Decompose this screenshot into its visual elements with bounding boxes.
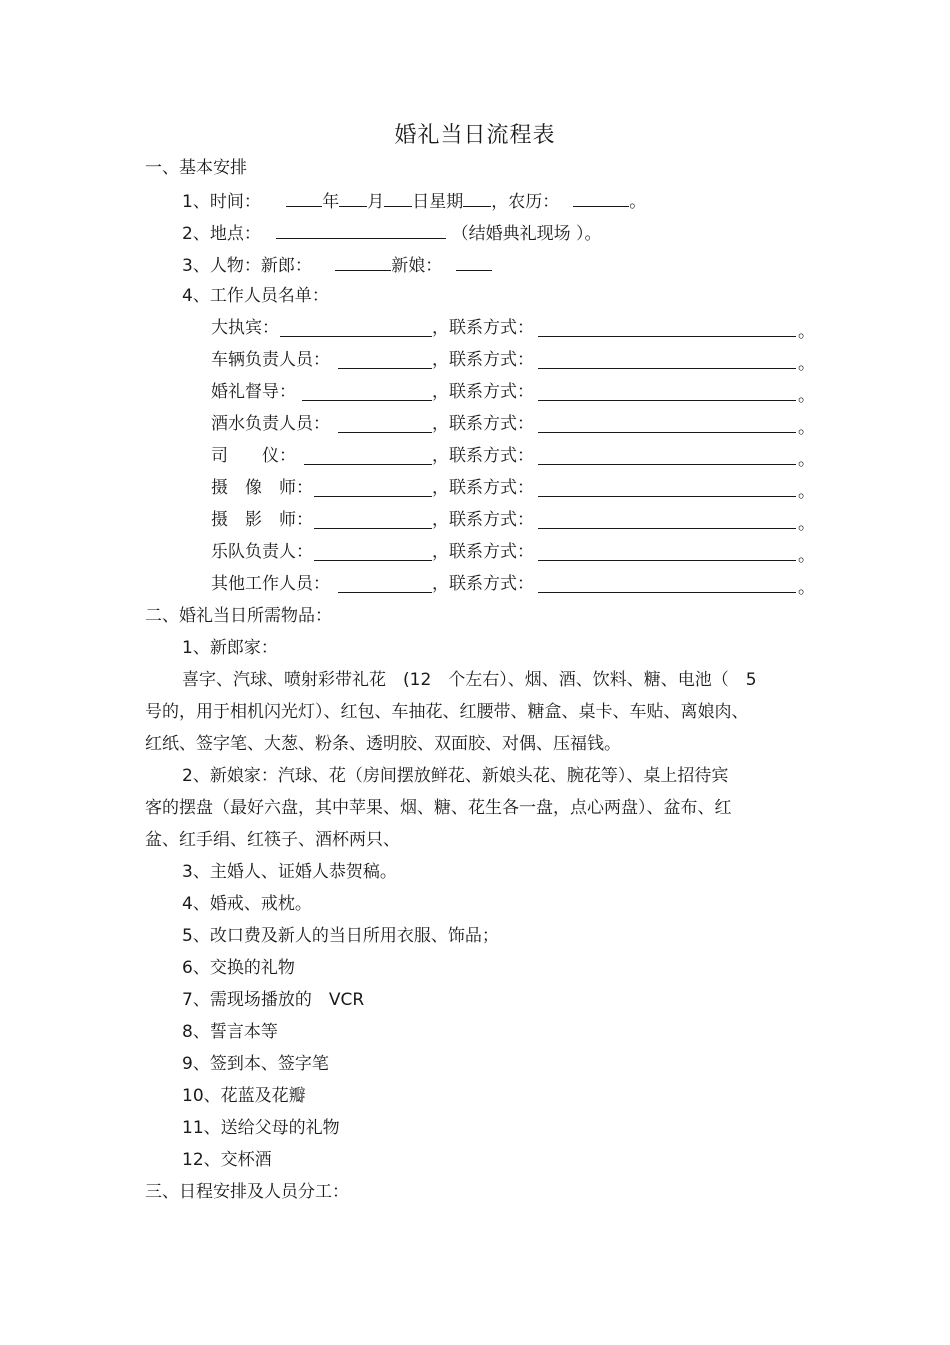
week-blank[interactable] (463, 188, 491, 207)
contact-label: ，联系方式： (432, 478, 534, 498)
list-item: 11、送给父母的礼物 (182, 1118, 340, 1138)
staff-role-label: 乐队负责人： (211, 542, 313, 562)
list-item: 10、花蓝及花瓣 (182, 1086, 306, 1106)
staff-role-label: 摄 影 师： (211, 510, 313, 530)
row-end-mark: 。 (798, 482, 815, 502)
contact-blank[interactable] (538, 368, 796, 369)
row-end-mark: 。 (798, 354, 815, 374)
contact-blank[interactable] (538, 432, 796, 433)
staff-role-label: 车辆负责人员： (211, 350, 330, 370)
staff-name-blank[interactable] (314, 560, 432, 561)
bride-home-items (145, 760, 815, 856)
staff-role-label: 大执宾： (211, 318, 279, 338)
staff-name-blank[interactable] (338, 368, 432, 369)
staff-role-label: 摄 像 师： (211, 478, 313, 498)
contact-blank[interactable] (538, 560, 796, 561)
day-blank[interactable] (384, 188, 412, 207)
bride-items-line-2: 客的摆盘（最好六盘，其中苹果、烟、糖、花生各一盘，点心两盘）、盆布、红 (145, 798, 732, 818)
bride-items-line-3: 盆、红手绢、红筷子、酒杯两只、 (145, 830, 400, 850)
groom-home-items (145, 664, 815, 760)
staff-name-blank[interactable] (302, 400, 432, 401)
staff-role-label: 酒水负责人员： (211, 414, 330, 434)
bride-blank[interactable] (456, 252, 492, 271)
year-label: 年 (322, 192, 340, 212)
groom-items-line-2: 号的，用于相机闪光灯）、红包、车抽花、红腰带、糖盒、桌卡、车贴、离娘肉、 (145, 702, 749, 722)
row-end-mark: 。 (798, 322, 815, 342)
contact-label: ，联系方式： (432, 542, 534, 562)
list-item: 7、需现场播放的 VCR (182, 990, 365, 1010)
time-end: 。 (629, 192, 647, 212)
staff-name-blank[interactable] (338, 432, 432, 433)
page-title: 婚礼当日流程表 (394, 123, 556, 148)
people-row (182, 252, 492, 278)
people-prefix: 3、人物：新郎： (182, 256, 312, 276)
row-end-mark: 。 (798, 514, 815, 534)
row-end-mark: 。 (798, 450, 815, 470)
contact-blank[interactable] (538, 400, 796, 401)
list-item: 8、誓言本等 (182, 1022, 278, 1042)
list-item: 3、主婚人、证婚人恭贺稿。 (182, 862, 397, 882)
month-label: 月 (367, 192, 385, 212)
place-blank[interactable] (276, 220, 446, 239)
staff-name-blank[interactable] (338, 592, 432, 593)
staff-name-blank[interactable] (280, 336, 432, 337)
place-row (182, 220, 602, 246)
list-item: 4、婚戒、戒枕。 (182, 894, 312, 914)
place-suffix: （结婚典礼现场 ）。 (451, 224, 602, 244)
row-end-mark: 。 (798, 546, 815, 566)
row-end-mark: 。 (798, 418, 815, 438)
contact-blank[interactable] (538, 336, 796, 337)
groom-home-heading: 1、新郎家： (182, 638, 278, 658)
contact-blank[interactable] (538, 592, 796, 593)
list-item: 6、交换的礼物 (182, 958, 295, 978)
contact-label: ，联系方式： (432, 382, 534, 402)
list-item: 5、改口费及新人的当日所用衣服、饰品； (182, 926, 499, 946)
contact-label: ，联系方式： (432, 318, 534, 338)
contact-label: ，联系方式： (432, 446, 534, 466)
staff-name-blank[interactable] (314, 496, 432, 497)
staff-name-blank[interactable] (314, 528, 432, 529)
list-item: 9、签到本、签字笔 (182, 1054, 329, 1074)
day-week-label: 日星期 (412, 192, 464, 212)
groom-blank[interactable] (335, 252, 391, 271)
staff-role-label: 其他工作人员： (211, 574, 330, 594)
time-prefix: 1、时间： (182, 192, 261, 212)
groom-items-line-1: 喜字、汽球、喷射彩带礼花 (12 个左右）、烟、酒、饮料、糖、电池（ 5 (182, 670, 757, 690)
staff-heading: 4、工作人员名单： (182, 286, 329, 306)
contact-label: ，联系方式： (432, 574, 534, 594)
staff-role-label: 司 仪： (211, 446, 296, 466)
section3-heading: 三、日程安排及人员分工： (145, 1182, 349, 1202)
contact-label: ，联系方式： (432, 510, 534, 530)
list-item: 12、交杯酒 (182, 1150, 272, 1170)
lunar-blank[interactable] (573, 188, 629, 207)
staff-name-blank[interactable] (304, 464, 432, 465)
row-end-mark: 。 (798, 386, 815, 406)
bride-items-line-1: 2、新娘家：汽球、花（房间摆放鲜花、新娘头花、腕花等）、桌上招待宾 (182, 766, 729, 786)
year-blank[interactable] (286, 188, 322, 207)
row-end-mark: 。 (798, 578, 815, 598)
section2-heading: 二、婚礼当日所需物品： (145, 606, 332, 626)
place-prefix: 2、地点： (182, 224, 261, 244)
staff-role-label: 婚礼督导： (211, 382, 296, 402)
contact-blank[interactable] (538, 464, 796, 465)
lunar-label: ，农历： (491, 192, 560, 212)
bride-label: 新娘： (391, 256, 443, 276)
contact-label: ，联系方式： (432, 414, 534, 434)
section1-heading: 一、基本安排 (145, 158, 247, 178)
groom-items-line-3: 红纸、签字笔、大葱、粉条、透明胶、双面胶、对偶、压福钱。 (145, 734, 621, 754)
month-blank[interactable] (339, 188, 367, 207)
time-row (182, 188, 646, 214)
contact-label: ，联系方式： (432, 350, 534, 370)
contact-blank[interactable] (538, 528, 796, 529)
contact-blank[interactable] (538, 496, 796, 497)
